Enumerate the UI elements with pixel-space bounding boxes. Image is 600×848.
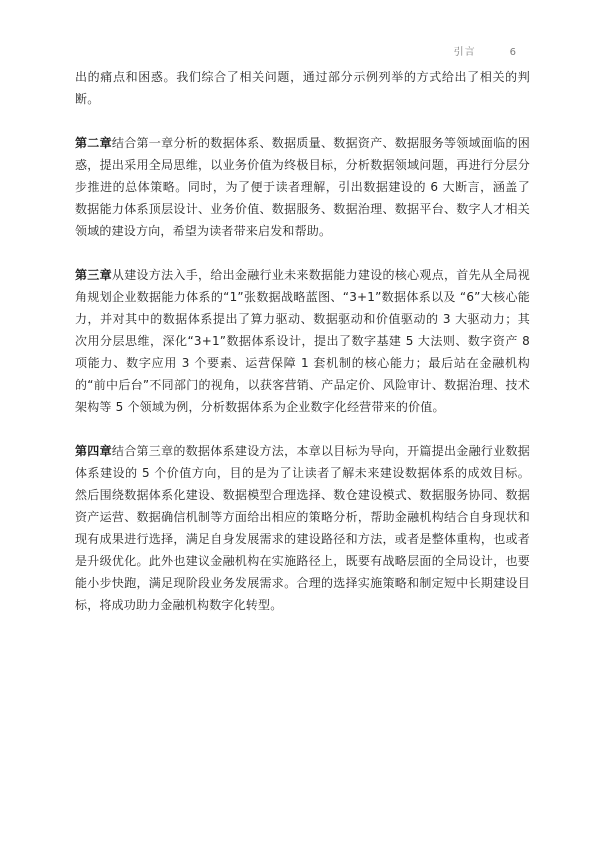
body-text: [75, 66, 530, 616]
chapter-heading: 第三章: [75, 268, 112, 282]
paragraph-text: 结合第一章分析的数据体系、数据质量、数据资产、数据服务等领域面临的困惑，提出采用全局思维，以业务价值为终极目标，分析数据领域问题，再进行分层分步推进的总体策略。同时，为了便于读者理解，引出数据建设的 6 大断言，涵盖了数据能力体系顶层设计、业务价值、数据服务、数据治理、数据平台、数字人才相关领域的建设方向，希望为读者带来启发和帮助。: [75, 136, 530, 238]
paragraph-chapter-3: [75, 264, 530, 418]
paragraph-chapter-2: [75, 132, 530, 242]
chapter-heading: 第二章: [75, 136, 112, 150]
chapter-heading: 第四章: [75, 444, 112, 458]
paragraph-continuation: [75, 66, 530, 110]
paragraph-text: 从建设方法入手，给出金融行业未来数据能力建设的核心观点，首先从全局视角规划企业数据能力体系的“1”张数据战略蓝图、“3+1”数据体系以及 “6”大核心能力，并对其中的数据体系提出了算力驱动、数据驱动和价值驱动的 3 大驱动力；其次用分层思维，深化“3+1”数据体系设计，提出了数字基建 5 大法则、数字资产 8 项能力、数字应用 3 个要素、运营保障 1 套机制的核心能力；最后站在金融机构的“前中后台”不同部门的视角，以获客营销、产品定价、风险审计、数据治理、技术架构等 5 个领域为例，分析数据体系为企业数字化经营带来的价值。: [75, 268, 530, 414]
section-title: 引言: [453, 47, 476, 58]
paragraph-text: 出的痛点和困惑。我们综合了相关问题，通过部分示例列举的方式给出了相关的判断。: [75, 70, 530, 106]
paragraph-chapter-4: [75, 440, 530, 616]
paragraph-text: 结合第三章的数据体系建设方法，本章以目标为导向，开篇提出金融行业数据体系建设的 5 个价值方向，目的是为了让读者了解未来建设数据体系的成效目标。然后围绕数据体系化建设、数据模型合理选择、数仓建设模式、数据服务协同、数据资产运营、数据确信机制等方面给出相应的策略分析，帮助金融机构结合自身现状和现有成果进行选择，满足自身发展需求的建设路径和方法，或者是整体重构，也或者是升级优化。此外也建议金融机构在实施路径上，既要有战略层面的全局设计，也要能小步快跑，满足现阶段业务发展需求。合理的选择实施策略和制定短中长期建设目标，将成功助力金融机构数字化转型。: [75, 444, 530, 612]
page-number: 6: [509, 47, 516, 58]
page-header: [454, 43, 516, 58]
